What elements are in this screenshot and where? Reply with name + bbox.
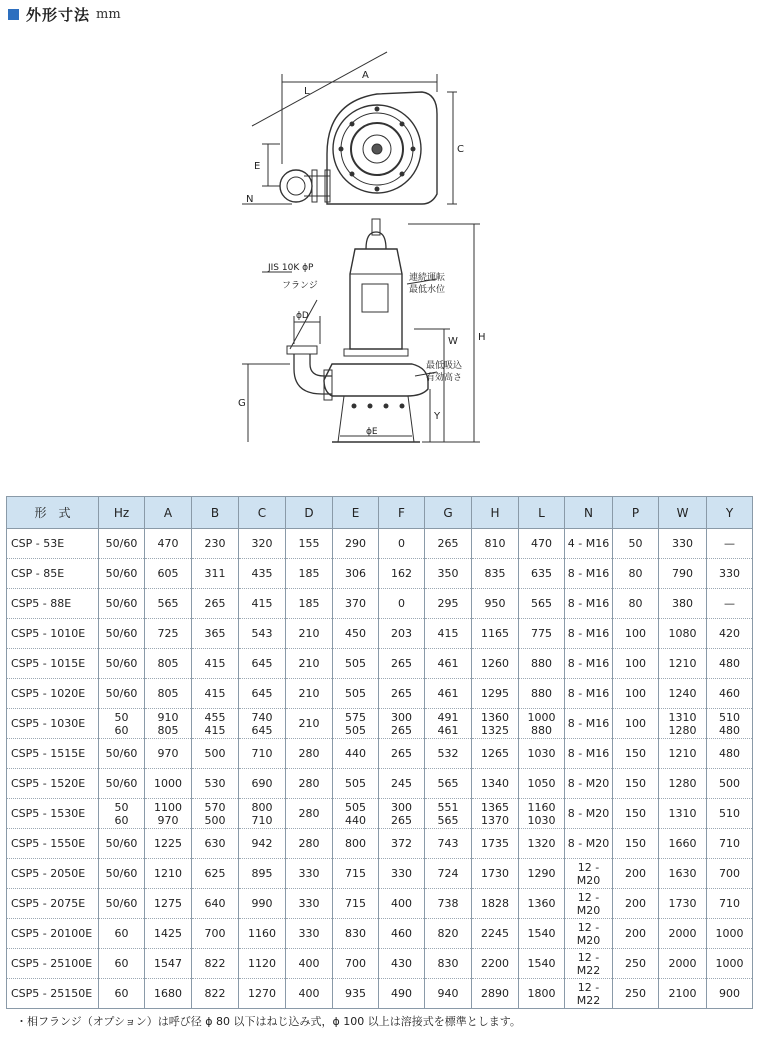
- value-cell: 1828: [472, 889, 519, 919]
- value-cell: 830: [425, 949, 472, 979]
- value-cell: 805: [145, 649, 192, 679]
- table-header-row: [7, 497, 753, 529]
- model-cell: CSP5 - 1030E: [7, 709, 99, 739]
- value-cell: 1280: [659, 769, 707, 799]
- value-cell: 710: [707, 889, 753, 919]
- value-cell: 300 265: [379, 799, 425, 829]
- value-cell: 1265: [472, 739, 519, 769]
- value-cell: 1000 880: [519, 709, 565, 739]
- value-cell: 775: [519, 619, 565, 649]
- dim-label-w: W: [448, 336, 458, 347]
- footnote: ・相フランジ（オプション）は呼び径 ϕ 80 以下はねじ込み式，ϕ 100 以上は溶接式を標準とします。: [16, 1015, 521, 1028]
- value-cell: 12 - M20: [565, 919, 613, 949]
- value-cell: 790: [659, 559, 707, 589]
- value-cell: 480: [707, 739, 753, 769]
- value-cell: 50 60: [99, 709, 145, 739]
- value-cell: 1310 1280: [659, 709, 707, 739]
- value-cell: 543: [239, 619, 286, 649]
- value-cell: 250: [613, 979, 659, 1009]
- value-cell: 300 265: [379, 709, 425, 739]
- column-header: E: [333, 497, 379, 529]
- dim-label-l: L: [304, 86, 310, 97]
- value-cell: 1210: [659, 739, 707, 769]
- value-cell: 1275: [145, 889, 192, 919]
- value-cell: 805: [145, 679, 192, 709]
- value-cell: 1000: [707, 949, 753, 979]
- value-cell: 203: [379, 619, 425, 649]
- value-cell: 12 - M22: [565, 949, 613, 979]
- value-cell: 280: [286, 769, 333, 799]
- value-cell: 415: [192, 679, 239, 709]
- column-header: P: [613, 497, 659, 529]
- value-cell: 0: [379, 529, 425, 559]
- value-cell: 740 645: [239, 709, 286, 739]
- value-cell: 505 440: [333, 799, 379, 829]
- value-cell: 1360: [519, 889, 565, 919]
- value-cell: 800 710: [239, 799, 286, 829]
- value-cell: 1270: [239, 979, 286, 1009]
- section-heading: [8, 4, 121, 24]
- table-row: [7, 799, 753, 829]
- table-row: [7, 919, 753, 949]
- value-cell: 724: [425, 859, 472, 889]
- value-cell: 50/60: [99, 529, 145, 559]
- value-cell: 565: [425, 769, 472, 799]
- value-cell: 200: [613, 919, 659, 949]
- value-cell: 480: [707, 649, 753, 679]
- value-cell: 400: [286, 979, 333, 1009]
- value-cell: 185: [286, 589, 333, 619]
- model-cell: CSP5 - 1020E: [7, 679, 99, 709]
- value-cell: 950: [472, 589, 519, 619]
- value-cell: 1735: [472, 829, 519, 859]
- value-cell: 640: [192, 889, 239, 919]
- value-cell: 435: [239, 559, 286, 589]
- value-cell: 1540: [519, 949, 565, 979]
- value-cell: 880: [519, 679, 565, 709]
- value-cell: 570 500: [192, 799, 239, 829]
- value-cell: 530: [192, 769, 239, 799]
- flange-label-2: フランジ: [282, 281, 318, 291]
- value-cell: 1120: [239, 949, 286, 979]
- value-cell: 460: [379, 919, 425, 949]
- value-cell: 8 - M16: [565, 679, 613, 709]
- model-cell: CSP5 - 88E: [7, 589, 99, 619]
- value-cell: 575 505: [333, 709, 379, 739]
- value-cell: 12 - M22: [565, 979, 613, 1009]
- value-cell: 1730: [659, 889, 707, 919]
- value-cell: 280: [286, 829, 333, 859]
- value-cell: 625: [192, 859, 239, 889]
- value-cell: 2000: [659, 919, 707, 949]
- value-cell: 280: [286, 799, 333, 829]
- column-header: C: [239, 497, 286, 529]
- table-row: [7, 769, 753, 799]
- value-cell: 415: [425, 619, 472, 649]
- heading-unit: mm: [96, 6, 121, 22]
- model-cell: CSP5 - 1520E: [7, 769, 99, 799]
- value-cell: 460: [707, 679, 753, 709]
- value-cell: 8 - M16: [565, 619, 613, 649]
- value-cell: 60: [99, 979, 145, 1009]
- value-cell: 440: [333, 739, 379, 769]
- column-header: Hz: [99, 497, 145, 529]
- value-cell: 1160 1030: [519, 799, 565, 829]
- suction-label-1: 最低吸込: [426, 361, 463, 371]
- value-cell: 1680: [145, 979, 192, 1009]
- value-cell: 895: [239, 859, 286, 889]
- value-cell: 415: [239, 589, 286, 619]
- value-cell: 1630: [659, 859, 707, 889]
- value-cell: 532: [425, 739, 472, 769]
- value-cell: 210: [286, 709, 333, 739]
- phi-e-label: ϕE: [366, 427, 378, 437]
- value-cell: 470: [519, 529, 565, 559]
- value-cell: 330: [659, 529, 707, 559]
- table-row: [7, 889, 753, 919]
- value-cell: 295: [425, 589, 472, 619]
- value-cell: 2245: [472, 919, 519, 949]
- value-cell: 365: [192, 619, 239, 649]
- value-cell: 822: [192, 979, 239, 1009]
- value-cell: 330: [707, 559, 753, 589]
- table-row: [7, 589, 753, 619]
- model-cell: CSP - 85E: [7, 559, 99, 589]
- value-cell: 605: [145, 559, 192, 589]
- column-header: L: [519, 497, 565, 529]
- top-view: [242, 52, 457, 204]
- value-cell: 1210: [145, 859, 192, 889]
- table-row: [7, 859, 753, 889]
- cont-run-label-2: 最低水位: [409, 285, 446, 295]
- value-cell: 630: [192, 829, 239, 859]
- value-cell: 4 - M16: [565, 529, 613, 559]
- value-cell: 1365 1370: [472, 799, 519, 829]
- value-cell: 820: [425, 919, 472, 949]
- value-cell: 12 - M20: [565, 859, 613, 889]
- value-cell: 80: [613, 559, 659, 589]
- value-cell: 330: [286, 859, 333, 889]
- dim-label-g: G: [238, 398, 246, 409]
- value-cell: 645: [239, 649, 286, 679]
- value-cell: 50/60: [99, 829, 145, 859]
- value-cell: 510 480: [707, 709, 753, 739]
- value-cell: 150: [613, 769, 659, 799]
- value-cell: 645: [239, 679, 286, 709]
- spec-table: [6, 496, 753, 1009]
- value-cell: 1240: [659, 679, 707, 709]
- value-cell: 306: [333, 559, 379, 589]
- value-cell: 350: [425, 559, 472, 589]
- value-cell: 311: [192, 559, 239, 589]
- model-cell: CSP - 53E: [7, 529, 99, 559]
- model-cell: CSP5 - 1015E: [7, 649, 99, 679]
- heading-square-icon: [8, 9, 19, 20]
- value-cell: 2200: [472, 949, 519, 979]
- value-cell: 700: [333, 949, 379, 979]
- value-cell: 245: [379, 769, 425, 799]
- value-cell: 1210: [659, 649, 707, 679]
- value-cell: 50/60: [99, 769, 145, 799]
- value-cell: 1730: [472, 859, 519, 889]
- value-cell: 1000: [145, 769, 192, 799]
- column-header: N: [565, 497, 613, 529]
- value-cell: 1310: [659, 799, 707, 829]
- value-cell: 505: [333, 649, 379, 679]
- value-cell: 835: [472, 559, 519, 589]
- cont-run-label-1: 連続運転: [409, 273, 446, 283]
- value-cell: 2890: [472, 979, 519, 1009]
- value-cell: 50/60: [99, 559, 145, 589]
- value-cell: 470: [145, 529, 192, 559]
- value-cell: 265: [379, 739, 425, 769]
- table-row: [7, 709, 753, 739]
- value-cell: 265: [425, 529, 472, 559]
- value-cell: 8 - M16: [565, 709, 613, 739]
- value-cell: 565: [145, 589, 192, 619]
- flange-label: JIS 10K ϕP: [268, 263, 314, 273]
- value-cell: 942: [239, 829, 286, 859]
- value-cell: 50/60: [99, 859, 145, 889]
- value-cell: 210: [286, 619, 333, 649]
- value-cell: 970: [145, 739, 192, 769]
- value-cell: 420: [707, 619, 753, 649]
- value-cell: 60: [99, 919, 145, 949]
- value-cell: 430: [379, 949, 425, 979]
- value-cell: 50/60: [99, 619, 145, 649]
- suction-label-2: 有効高さ: [426, 373, 463, 383]
- value-cell: 210: [286, 679, 333, 709]
- value-cell: —: [707, 589, 753, 619]
- value-cell: 1340: [472, 769, 519, 799]
- column-header: D: [286, 497, 333, 529]
- value-cell: 265: [379, 649, 425, 679]
- value-cell: 1000: [707, 919, 753, 949]
- value-cell: 830: [333, 919, 379, 949]
- table-row: [7, 559, 753, 589]
- value-cell: 505: [333, 679, 379, 709]
- table-row: [7, 829, 753, 859]
- model-cell: CSP5 - 1010E: [7, 619, 99, 649]
- value-cell: 461: [425, 679, 472, 709]
- value-cell: 1160: [239, 919, 286, 949]
- heading-title: 外形寸法: [26, 5, 91, 24]
- value-cell: 265: [192, 589, 239, 619]
- dim-label-h: H: [478, 332, 486, 343]
- column-header: A: [145, 497, 192, 529]
- table-row: [7, 679, 753, 709]
- value-cell: 8 - M20: [565, 769, 613, 799]
- value-cell: 400: [286, 949, 333, 979]
- column-header: H: [472, 497, 519, 529]
- value-cell: 330: [286, 889, 333, 919]
- table-row: [7, 949, 753, 979]
- model-cell: CSP5 - 25100E: [7, 949, 99, 979]
- value-cell: 50/60: [99, 739, 145, 769]
- value-cell: 100: [613, 649, 659, 679]
- value-cell: 280: [286, 739, 333, 769]
- value-cell: 8 - M20: [565, 799, 613, 829]
- value-cell: 8 - M16: [565, 739, 613, 769]
- value-cell: 230: [192, 529, 239, 559]
- side-view: [242, 219, 480, 442]
- value-cell: 50/60: [99, 589, 145, 619]
- value-cell: 50/60: [99, 889, 145, 919]
- value-cell: 155: [286, 529, 333, 559]
- value-cell: 80: [613, 589, 659, 619]
- dim-label-n: N: [246, 194, 254, 205]
- value-cell: 690: [239, 769, 286, 799]
- value-cell: 370: [333, 589, 379, 619]
- value-cell: 0: [379, 589, 425, 619]
- value-cell: 8 - M16: [565, 649, 613, 679]
- value-cell: 1260: [472, 649, 519, 679]
- value-cell: —: [707, 529, 753, 559]
- column-header: W: [659, 497, 707, 529]
- value-cell: 1660: [659, 829, 707, 859]
- dim-label-c: C: [457, 144, 464, 155]
- value-cell: 715: [333, 859, 379, 889]
- value-cell: 738: [425, 889, 472, 919]
- value-cell: 455 415: [192, 709, 239, 739]
- value-cell: 2000: [659, 949, 707, 979]
- pump-dimension-drawing: [232, 44, 502, 464]
- value-cell: 1295: [472, 679, 519, 709]
- value-cell: 1800: [519, 979, 565, 1009]
- value-cell: 330: [379, 859, 425, 889]
- value-cell: 400: [379, 889, 425, 919]
- value-cell: 50: [613, 529, 659, 559]
- value-cell: 1080: [659, 619, 707, 649]
- value-cell: 1290: [519, 859, 565, 889]
- column-header: 形 式: [7, 497, 99, 529]
- table-row: [7, 739, 753, 769]
- value-cell: 910 805: [145, 709, 192, 739]
- value-cell: 372: [379, 829, 425, 859]
- value-cell: 60: [99, 949, 145, 979]
- model-cell: CSP5 - 1550E: [7, 829, 99, 859]
- column-header: G: [425, 497, 472, 529]
- value-cell: 200: [613, 859, 659, 889]
- value-cell: 1360 1325: [472, 709, 519, 739]
- value-cell: 710: [707, 829, 753, 859]
- value-cell: 450: [333, 619, 379, 649]
- column-header: F: [379, 497, 425, 529]
- dim-label-a: A: [362, 70, 369, 81]
- value-cell: 990: [239, 889, 286, 919]
- value-cell: 822: [192, 949, 239, 979]
- value-cell: 50 60: [99, 799, 145, 829]
- value-cell: 1320: [519, 829, 565, 859]
- model-cell: CSP5 - 20100E: [7, 919, 99, 949]
- value-cell: 505: [333, 769, 379, 799]
- column-header: Y: [707, 497, 753, 529]
- value-cell: 700: [707, 859, 753, 889]
- value-cell: 880: [519, 649, 565, 679]
- value-cell: 1050: [519, 769, 565, 799]
- value-cell: 8 - M16: [565, 589, 613, 619]
- value-cell: 551 565: [425, 799, 472, 829]
- value-cell: 1540: [519, 919, 565, 949]
- value-cell: 500: [192, 739, 239, 769]
- dim-label-y: Y: [434, 411, 441, 422]
- value-cell: 565: [519, 589, 565, 619]
- value-cell: 490: [379, 979, 425, 1009]
- value-cell: 200: [613, 889, 659, 919]
- value-cell: 1547: [145, 949, 192, 979]
- value-cell: 491 461: [425, 709, 472, 739]
- value-cell: 150: [613, 799, 659, 829]
- value-cell: 940: [425, 979, 472, 1009]
- value-cell: 50/60: [99, 679, 145, 709]
- value-cell: 320: [239, 529, 286, 559]
- value-cell: 100: [613, 709, 659, 739]
- value-cell: 50/60: [99, 649, 145, 679]
- value-cell: 150: [613, 739, 659, 769]
- value-cell: 8 - M20: [565, 829, 613, 859]
- table-row: [7, 649, 753, 679]
- value-cell: 935: [333, 979, 379, 1009]
- value-cell: 1225: [145, 829, 192, 859]
- table-row: [7, 619, 753, 649]
- value-cell: 461: [425, 649, 472, 679]
- value-cell: 185: [286, 559, 333, 589]
- value-cell: 2100: [659, 979, 707, 1009]
- value-cell: 700: [192, 919, 239, 949]
- dim-label-e: E: [254, 161, 261, 172]
- model-cell: CSP5 - 2050E: [7, 859, 99, 889]
- phi-d-label: ϕD: [296, 311, 309, 321]
- model-cell: CSP5 - 1530E: [7, 799, 99, 829]
- model-cell: CSP5 - 25150E: [7, 979, 99, 1009]
- value-cell: 100: [613, 679, 659, 709]
- value-cell: 380: [659, 589, 707, 619]
- value-cell: 250: [613, 949, 659, 979]
- value-cell: 1030: [519, 739, 565, 769]
- value-cell: 1165: [472, 619, 519, 649]
- value-cell: 210: [286, 649, 333, 679]
- column-header: B: [192, 497, 239, 529]
- value-cell: 265: [379, 679, 425, 709]
- value-cell: 725: [145, 619, 192, 649]
- value-cell: 715: [333, 889, 379, 919]
- value-cell: 290: [333, 529, 379, 559]
- value-cell: 510: [707, 799, 753, 829]
- value-cell: 12 - M20: [565, 889, 613, 919]
- value-cell: 162: [379, 559, 425, 589]
- model-cell: CSP5 - 1515E: [7, 739, 99, 769]
- value-cell: 743: [425, 829, 472, 859]
- value-cell: 1425: [145, 919, 192, 949]
- model-cell: CSP5 - 2075E: [7, 889, 99, 919]
- value-cell: 8 - M16: [565, 559, 613, 589]
- value-cell: 415: [192, 649, 239, 679]
- value-cell: 810: [472, 529, 519, 559]
- value-cell: 330: [286, 919, 333, 949]
- value-cell: 710: [239, 739, 286, 769]
- value-cell: 100: [613, 619, 659, 649]
- value-cell: 1100 970: [145, 799, 192, 829]
- value-cell: 150: [613, 829, 659, 859]
- value-cell: 500: [707, 769, 753, 799]
- value-cell: 900: [707, 979, 753, 1009]
- value-cell: 800: [333, 829, 379, 859]
- value-cell: 635: [519, 559, 565, 589]
- table-row: [7, 529, 753, 559]
- table-row: [7, 979, 753, 1009]
